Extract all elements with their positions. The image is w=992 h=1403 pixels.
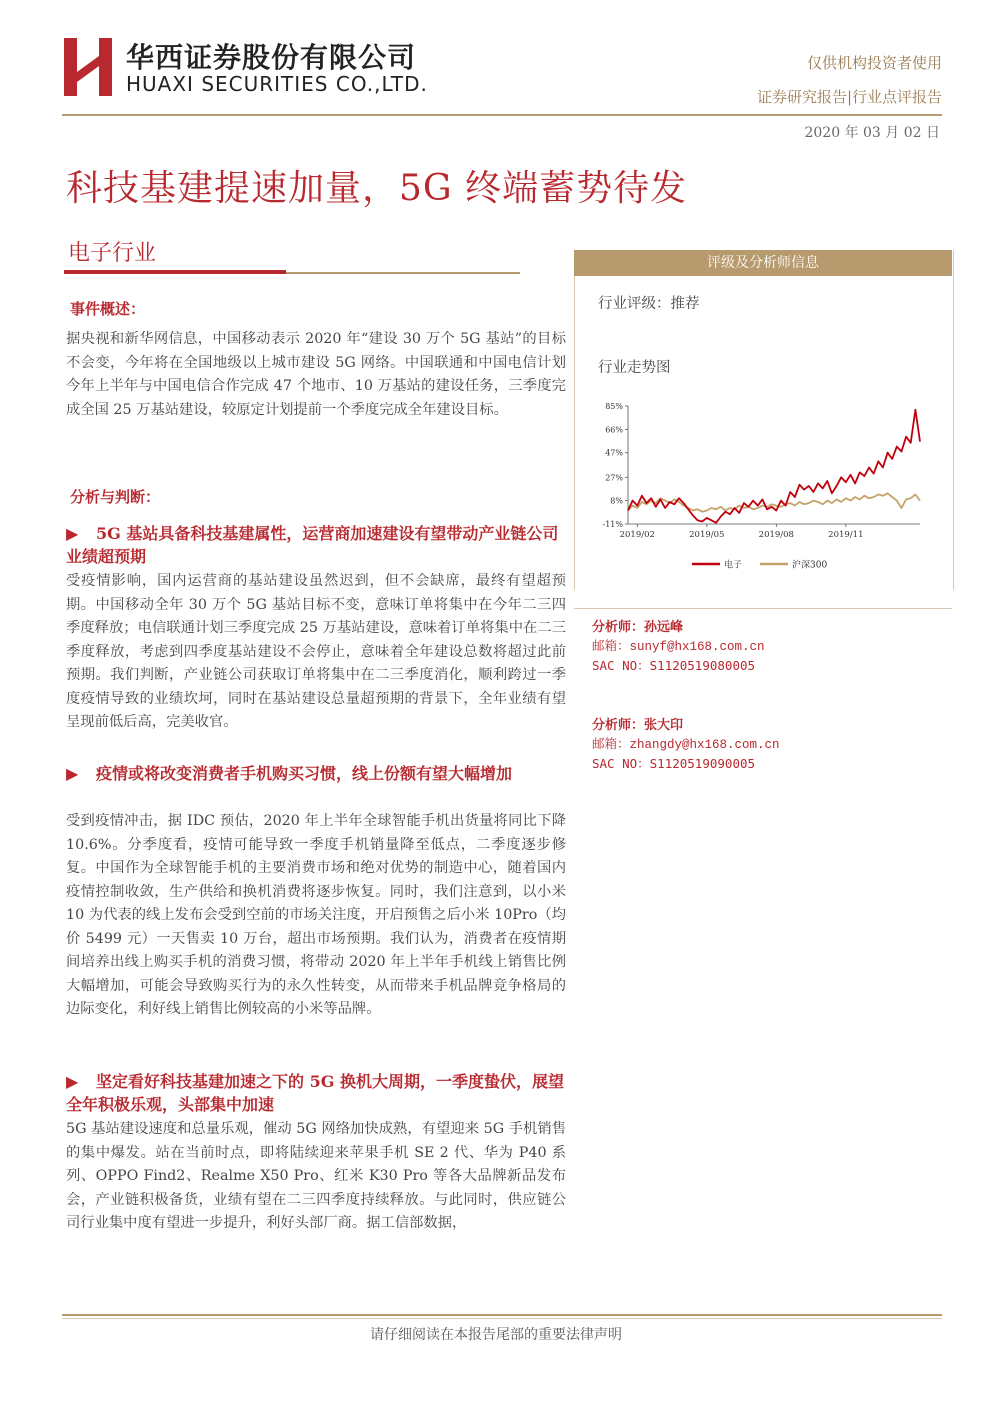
rating-panel-header: 评级及分析师信息 <box>574 250 952 276</box>
legal-notice: 请仔细阅读在本报告尾部的重要法律声明 <box>370 1327 622 1343</box>
company-name-en: HUAXI SECURITIES CO.,LTD. <box>126 72 428 96</box>
event-body: 据央视和新华网信息，中国移动表示 2020 年“建设 30 万个 5G 基站”的目标不会变，今年将在全国地级以上城市建设 5G 网络。中国联通和中国电信计划今年上半年与中国电信合作完成 47 个地市、10 万基站的建设任务，三季度完成全国 25 万基站建设，较原定计划提前一个季度完成全年建设目标。 <box>66 331 566 418</box>
y-tick-label: 27% <box>605 473 623 483</box>
bullet-heading-text: 5G 基站具备科技基建属性，运营商加速建设有望带动产业链公司业绩超预期 <box>66 524 559 566</box>
x-tick-label: 2019/11 <box>828 530 864 540</box>
industry-label: 电子行业 <box>68 241 157 266</box>
analyst-1-email <box>592 636 765 654</box>
bullet-body-3: 5G 基站建设速度和总量乐观，催动 5G 网络加快成熟，有望迎来 5G 手机销售的集中爆发。站在当前时点，即将陆续迎来苹果手机 SE 2 代、华为 P40 系列、OPPO Find2、Realme X50 Pro、红米 K30 Pro 等各大品牌新品发布会，产业链积极备货，业绩有望在二三四季度持续释放。与此同时，供应链公司行业集中度有望进一步提升，利好头部厂商。据工信部数据， <box>66 1121 566 1231</box>
email-link[interactable]: sunyf@hx168.com.cn <box>629 640 765 654</box>
bullet-triangle-icon: ▶ <box>66 764 79 783</box>
y-tick-label: 47% <box>605 448 623 458</box>
rating-label: 行业评级： <box>598 296 671 312</box>
rating-value: 推荐 <box>670 296 700 312</box>
email-link[interactable]: zhangdy@hx168.com.cn <box>629 738 780 752</box>
bullet-heading-text: 疫情或将改变消费者手机购买习惯，线上份额有望大幅增加 <box>96 764 513 783</box>
bullet-body-1: 受疫情影响，国内运营商的基站建设虽然迟到，但不会缺席，最终有望超预期。中国移动全年 30 万个 5G 基站目标不变，意味订单将集中在今年二三四季度释放；电信联通计划三季度完成 25 万基站建设，意味着订单将集中在二三季度释放，考虑到四季度基站建设不会停止，意味着全年建设总数将超过此前预期。我们判断，产业链公司获取订单将集中在二三季度消化，顺利跨过一季度疫情导致的业绩坎坷，同时在基站建设总量超预期的背景下，全年业绩有望呈现前低后高，完美收官。 <box>66 573 566 730</box>
analyst-1-name <box>592 616 683 635</box>
sac-value: S1120519080005 <box>649 658 756 673</box>
analyst-name-value: 张大印 <box>644 718 684 733</box>
footer-divider-thin <box>62 1318 942 1319</box>
bullet-heading-2 <box>66 762 566 785</box>
industry-divider-red <box>64 270 286 274</box>
event-heading: 事件概述： <box>70 300 146 318</box>
bullet-body-2: 受到疫情冲击，据 IDC 预估，2020 年上半年全球智能手机出货量将同比下降 10.6%。分季度看，疫情可能导致一季度手机销量降至低点，二季度逐步修复。中国作为全球智能手机的主要消费市场和绝对优势的制造中心，随着国内疫情控制收敛，生产供给和换机消费将逐步恢复。同时，我们注意到，以小米 10 为代表的线上发布会受到空前的市场关注度，开启预售之后小米 10Pro（均价 5499 元）一天售卖 10 万台，超出市场预期。我们认为，消费者在疫情期间培养出线上购买手机的消费习惯，将带动 2020 年上半年手机线上销售比例大幅增加，可能会导致购买行为的永久性转变，从而带来手机品牌竞争格局的边际变化，利好线上销售比例较高的小米等品牌。 <box>66 813 566 1017</box>
analyst-2-sac <box>592 754 755 772</box>
report-date: 2020 年 03 月 02 日 <box>804 125 940 141</box>
analyst-1-sac <box>592 656 755 674</box>
trend-chart-title: 行业走势图 <box>598 360 671 376</box>
x-tick-label: 2019/05 <box>689 530 725 540</box>
y-tick-label: 66% <box>605 425 623 435</box>
footer-divider <box>62 1314 942 1316</box>
legend-label: 沪深300 <box>792 560 828 571</box>
analyst-name-value: 孙远峰 <box>644 620 684 635</box>
y-tick-label: 85% <box>605 402 623 411</box>
analyst-2-name <box>592 714 683 733</box>
x-tick-label: 2019/02 <box>619 530 655 540</box>
x-tick-label: 2019/08 <box>758 530 794 540</box>
email-label: 邮箱： <box>592 638 630 653</box>
email-label: 邮箱： <box>592 736 630 751</box>
y-tick-label: 8% <box>610 496 623 506</box>
industry-trend-chart <box>584 390 934 580</box>
industry-divider-gold <box>286 272 520 274</box>
analyst-label: 分析师： <box>592 620 645 635</box>
header-divider <box>62 114 942 116</box>
audience-note: 仅供机构投资者使用 <box>806 54 942 72</box>
sac-label: SAC NO： <box>592 658 650 673</box>
sac-value: S1120519090005 <box>649 756 756 771</box>
company-name-cn: 华西证券股份有限公司 <box>126 41 417 74</box>
industry-rating <box>598 292 700 313</box>
analyst-2-email <box>592 734 780 752</box>
report-type: 证券研究报告|行业点评报告 <box>756 88 942 106</box>
bullet-triangle-icon: ▶ <box>66 524 79 543</box>
huaxi-logo-icon <box>64 38 112 96</box>
bullet-triangle-icon: ▶ <box>66 1072 79 1091</box>
legend-label: 电子 <box>724 560 743 571</box>
bullet-heading-text: 坚定看好科技基建加速之下的 5G 换机大周期，一季度蛰伏，展望全年积极乐观，头部集中加速 <box>66 1072 564 1114</box>
analysis-heading: 分析与判断： <box>70 488 161 506</box>
sac-label: SAC NO： <box>592 756 650 771</box>
bullet-heading-3 <box>66 1070 566 1116</box>
analyst-label: 分析师： <box>592 718 645 733</box>
bullet-heading-1 <box>66 522 566 568</box>
side-divider <box>574 608 952 609</box>
report-title: 科技基建提速加量，5G 终端蓄势待发 <box>66 168 688 209</box>
y-tick-label: -11% <box>602 520 623 529</box>
